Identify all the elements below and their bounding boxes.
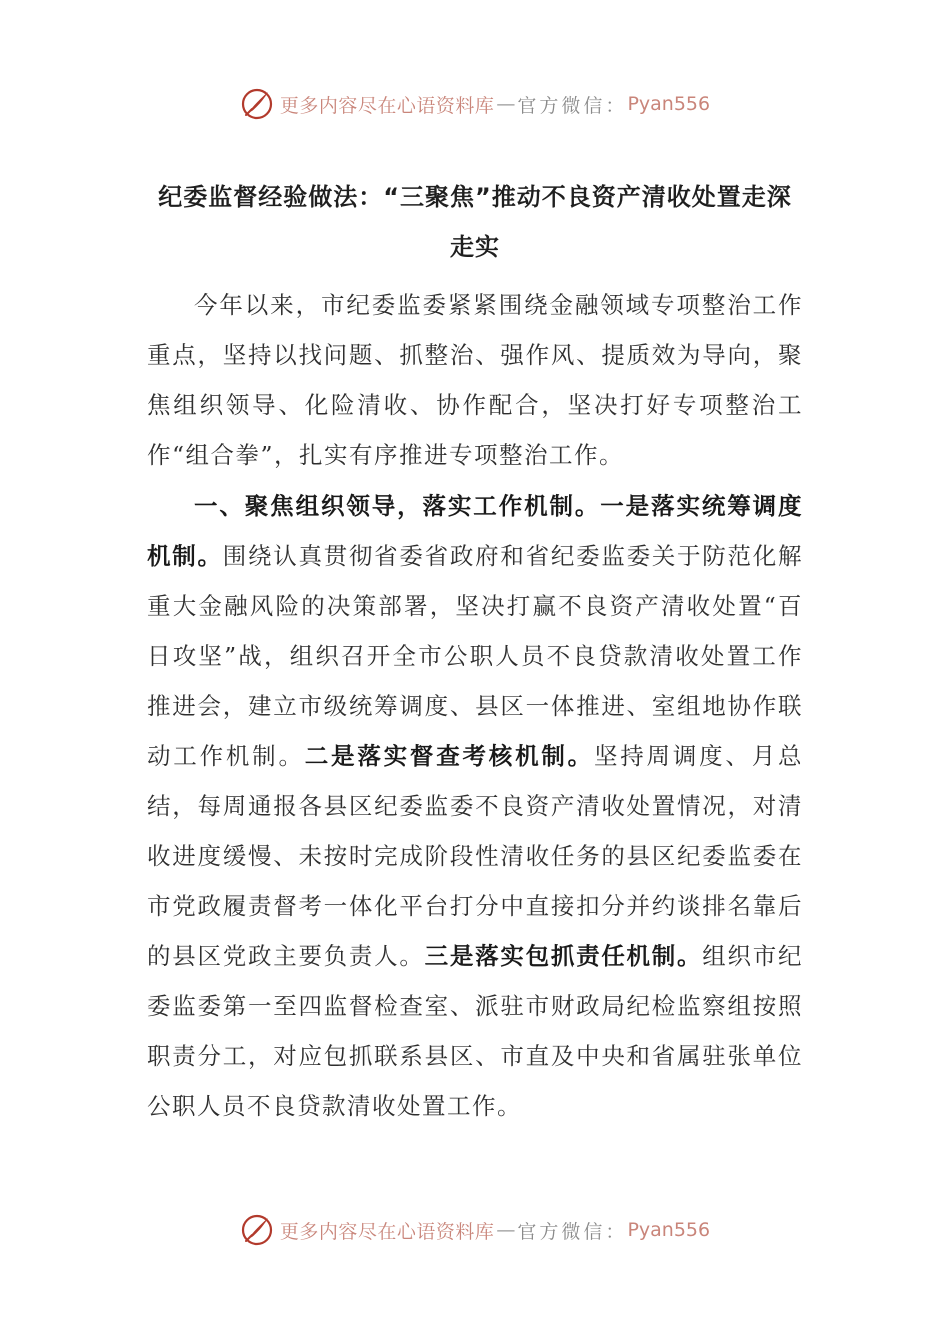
footer-watermark-banner [0,1210,950,1250]
banner-separator: — [496,93,516,115]
section-1-paragraph [147,481,803,1131]
banner-wechat-id: Pyan556 [627,1219,711,1241]
banner-text: 更多内容尽在心语资料库 [279,94,495,117]
point-1-label: 一是落实统筹调度机制。 [147,492,804,570]
banner-text: 更多内容尽在心语资料库 [279,1220,495,1243]
banner-separator: — [496,1219,516,1241]
intro-paragraph: 今年以来，市纪委监委紧紧围绕金融领域专项整治工作重点，坚持以找问题、抓整治、强作风、提质效为导向，聚焦组织领导、化险清收、协作配合，坚决打好专项整治工作“组合拳”，扎实有序推进专项整治工作。 [147,291,803,469]
quill-pen-logo-icon [240,87,274,121]
document-title: 纪委监督经验做法：“三聚焦”推动不良资产清收处置走深走实 [158,183,792,261]
banner-wechat-label: 官方微信： [517,94,628,117]
banner-wechat-label: 官方微信： [517,1220,628,1243]
point-1-text: 围绕认真贯彻省委省政府和省纪委监委关于防范化解重大金融风险的决策部署，坚决打赢不良资产清收处置“百日攻坚”战，组织召开全市公职人员不良贷款清收处置工作推进会，建立市级统筹调度、县区一体推进、室组地协作联动工作机制。 [147,542,804,770]
banner-wechat-id: Pyan556 [627,93,711,115]
section-1-heading: 一、聚焦组织领导，落实工作机制。 [194,492,601,520]
header-watermark-banner [0,84,950,124]
quill-pen-logo-icon [240,1213,274,1247]
point-2-label: 二是落实督查考核机制。 [304,742,594,770]
point-3-text: 组织市纪委监委第一至四监督检查室、派驻市财政局纪检监察组按照职责分工，对应包抓联系县区、市直及中央和省属驻张单位公职人员不良贷款清收处置工作。 [147,942,804,1120]
document-body [147,280,803,1131]
point-2-text: 坚持周调度、月总结，每周通报各县区纪委监委不良资产清收处置情况，对清收进度缓慢、未按时完成阶段性清收任务的县区纪委监委在市党政履责督考一体化平台打分中直接扣分并约谈排名靠后的县区党政主要负责人。 [147,742,804,970]
point-3-label: 三是落实包抓责任机制。 [424,942,703,970]
